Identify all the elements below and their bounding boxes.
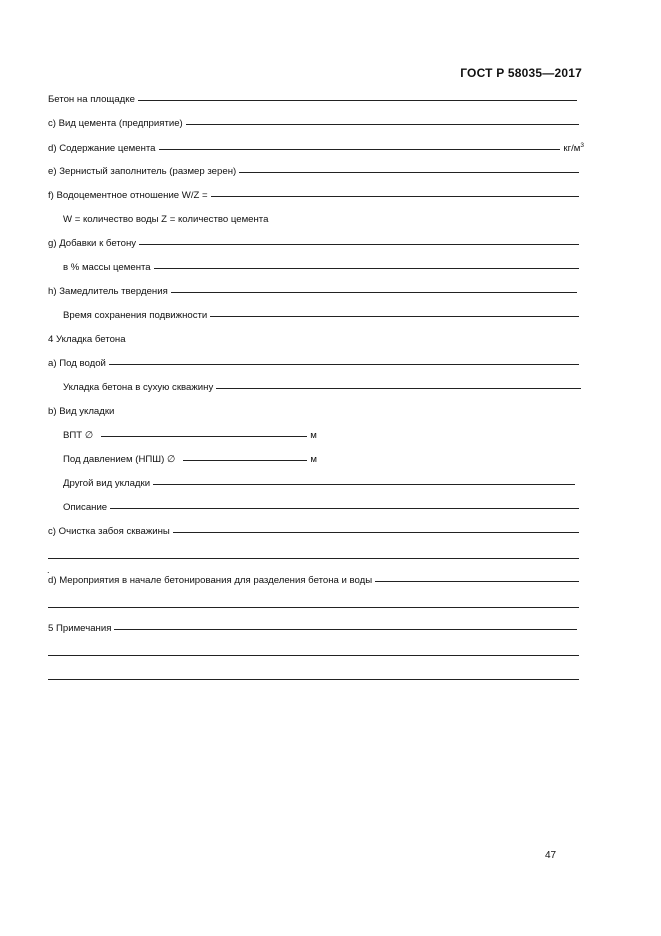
concrete-on-site-label: Бетон на площадке [48,94,135,105]
stray-mark: . [47,565,50,575]
retarder-row [48,286,577,297]
additives-field[interactable] [139,244,579,245]
notes-line-2[interactable] [48,655,579,656]
vpt-unit: м [310,430,317,441]
document-id: ГОСТ Р 58035—2017 [460,66,582,80]
cement-type-label: с) Вид цемента (предприятие) [48,118,183,129]
retarder-field[interactable] [171,292,577,293]
cleaning-label: с) Очистка забоя скважины [48,526,170,537]
vpt-field[interactable] [101,436,307,437]
separation-label: d) Мероприятия в начале бетонирования для разделения бетона и воды [48,575,373,586]
separation-continuation-line[interactable] [48,607,579,608]
dry-borehole-label: Укладка бетона в сухую скважину [63,382,214,393]
mass-percent-row [63,262,579,273]
description-field[interactable] [110,508,579,509]
aggregate-label: е) Зернистый заполнитель (размер зерен) [48,166,237,177]
pressure-row [63,454,317,465]
dry-borehole-field[interactable] [216,388,581,389]
description-label: Описание [63,502,108,513]
notes-row [48,623,577,634]
wz-legend-text: W = количество воды Z = количество цемента [63,214,269,225]
pressure-field[interactable] [183,460,307,461]
aggregate-row [48,166,579,177]
cement-content-row [48,142,584,154]
wz-ratio-label: f) Водоцементное отношение W/Z = [48,190,208,201]
cement-content-unit: $кг/м^3$ [563,142,584,155]
workability-time-label: Время сохранения подвижности [63,310,208,321]
wz-ratio-field[interactable] [211,196,579,197]
separation-field[interactable] [375,581,579,582]
pressure-label: Под давлением (НПШ) ∅ [63,454,176,465]
additives-label: g) Добавки к бетону [48,238,137,249]
cleaning-continuation-line[interactable] [48,558,579,559]
page-number: 47 [545,850,557,861]
additives-row [48,238,579,249]
placement-type-heading [48,406,114,417]
workability-time-field[interactable] [210,316,579,317]
section-4-heading [48,334,126,345]
notes-line-3[interactable] [48,679,579,680]
mass-percent-field[interactable] [154,268,579,269]
description-row [63,502,579,513]
retarder-label: h) Замедлитель твердения [48,286,168,297]
wz-ratio-row [48,190,579,201]
separation-row [48,575,579,586]
concrete-on-site-field[interactable] [138,100,577,101]
vpt-label: ВПТ ∅ [63,430,94,441]
mass-percent-label: в % массы цемента [63,262,151,273]
other-placement-field[interactable] [153,484,575,485]
dry-borehole-row [63,382,581,393]
other-placement-row [63,478,575,489]
other-placement-label: Другой вид укладки [63,478,151,489]
vpt-row [63,430,317,441]
cement-content-label: d) Содержание цемента [48,143,156,155]
cleaning-row [48,526,579,537]
pressure-unit: м [310,454,317,465]
placement-type-label: b) Вид укладки [48,406,115,417]
section-4-title: 4 Укладка бетона [48,334,126,345]
concrete-on-site-row [48,94,577,105]
under-water-field[interactable] [109,364,579,365]
cleaning-field[interactable] [173,532,579,533]
cement-type-field[interactable] [186,124,579,125]
cement-type-row [48,118,579,129]
wz-legend [63,214,268,225]
cement-content-field[interactable] [159,149,561,150]
workability-time-row [63,310,579,321]
under-water-label: а) Под водой [48,358,106,369]
aggregate-field[interactable] [239,172,579,173]
under-water-row [48,358,579,369]
notes-field[interactable] [114,629,577,630]
notes-label: 5 Примечания [48,623,112,634]
